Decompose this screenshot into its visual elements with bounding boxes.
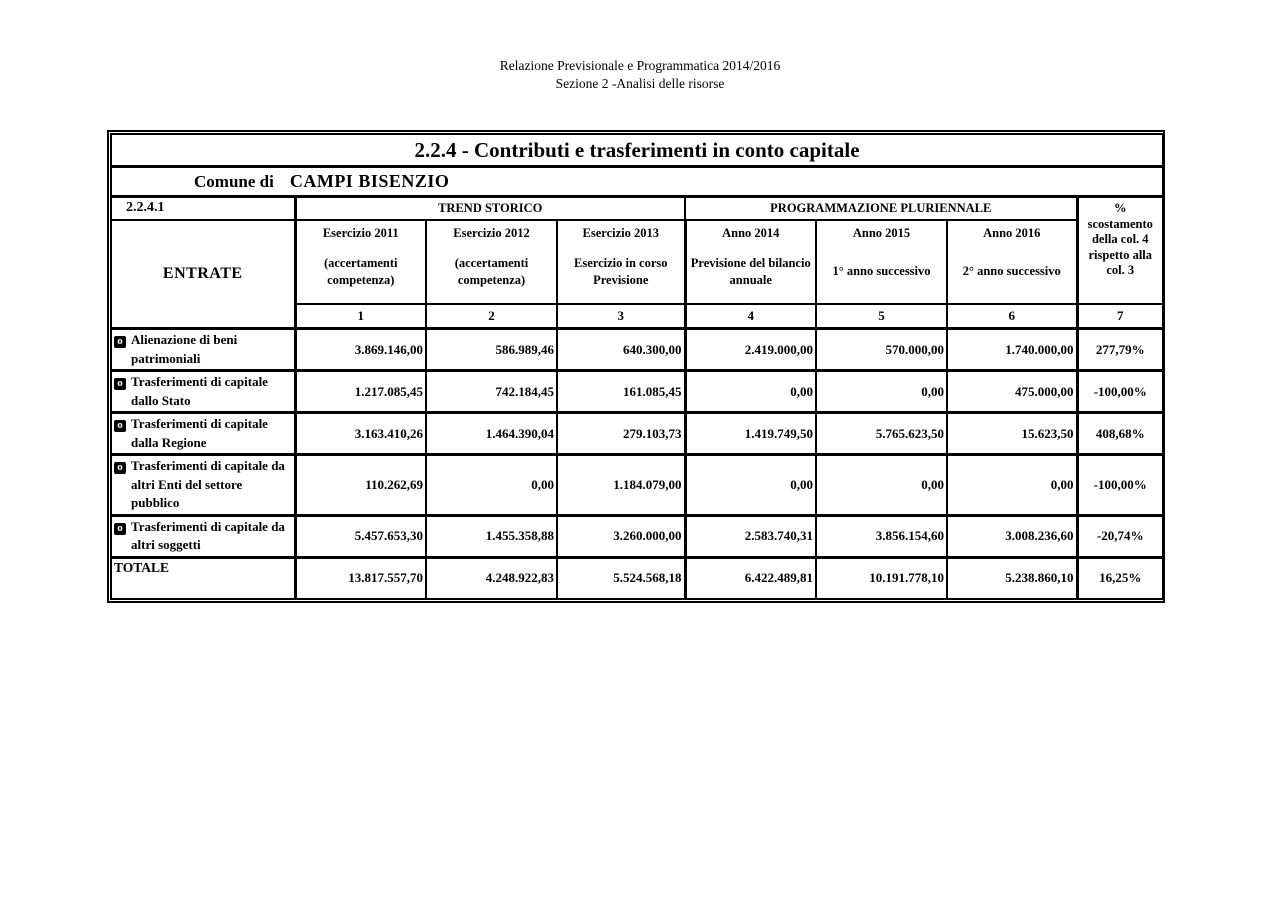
- total-label: TOTALE: [111, 557, 295, 599]
- cell-value: 3.856.154,60: [816, 515, 947, 557]
- cell-value: 15.623,50: [947, 413, 1077, 455]
- cell-value: 570.000,00: [816, 329, 947, 371]
- bullet-icon: o: [114, 462, 126, 474]
- row-label: Trasferimenti di capitale da altri soggetti: [131, 518, 285, 552]
- cell-value: 5.765.623,50: [816, 413, 947, 455]
- cell-value: 2.583.740,31: [685, 515, 816, 557]
- document-title-line1: Relazione Previsionale e Programmatica 2014/2016: [499, 58, 781, 73]
- table-row-trasferimenti-enti: [111, 455, 1163, 516]
- col-header-anno-2015: Anno 2015 1° anno successivo: [816, 220, 947, 304]
- budget-table-container: [107, 130, 1165, 603]
- cell-value: 110.262,69: [295, 455, 426, 516]
- bullet-icon: o: [114, 420, 126, 432]
- bullet-icon: o: [114, 336, 126, 348]
- col-header-anno-2014: Anno 2014 Previsione del bilancio annuale: [685, 220, 816, 304]
- comune-cell: [111, 167, 1163, 197]
- pct-header-line: col. 3: [1106, 263, 1135, 277]
- section-code: 2.2.4.1: [111, 197, 295, 220]
- pct-symbol: %: [1114, 201, 1127, 215]
- cell-pct: -20,74%: [1077, 515, 1163, 557]
- cell-pct: 408,68%: [1077, 413, 1163, 455]
- cell-value: 13.817.557,70: [295, 557, 426, 599]
- entrate-header: ENTRATE: [111, 220, 295, 329]
- pct-column-header: [1077, 197, 1163, 304]
- col-header-anno-2016: Anno 2016 2° anno successivo: [947, 220, 1077, 304]
- cell-pct: -100,00%: [1077, 455, 1163, 516]
- cell-value: 1.217.085,45: [295, 371, 426, 413]
- cell-pct: 277,79%: [1077, 329, 1163, 371]
- cell-value: 0,00: [947, 455, 1077, 516]
- section-header-row: [111, 197, 1163, 220]
- cell-value: 475.000,00: [947, 371, 1077, 413]
- group-header-programmazione: PROGRAMMAZIONE PLURIENNALE: [685, 197, 1077, 220]
- group-header-trend-storico: TREND STORICO: [295, 197, 685, 220]
- document-title-line2: Sezione 2 -Analisi delle risorse: [555, 75, 725, 91]
- document-header: [0, 57, 1280, 92]
- cell-value: 640.300,00: [557, 329, 685, 371]
- table-title-row: [111, 134, 1163, 167]
- col-number: 3: [557, 304, 685, 329]
- cell-value: 0,00: [685, 371, 816, 413]
- col-number: 4: [685, 304, 816, 329]
- col-header-esercizio-2012: Esercizio 2012 (accertamenti competenza): [426, 220, 557, 304]
- cell-value: 161.085,45: [557, 371, 685, 413]
- cell-value: 6.422.489,81: [685, 557, 816, 599]
- cell-value: 279.103,73: [557, 413, 685, 455]
- cell-value: 1.455.358,88: [426, 515, 557, 557]
- row-label: Trasferimenti di capitale dallo Stato: [131, 374, 268, 408]
- cell-value: 5.524.568,18: [557, 557, 685, 599]
- cell-value: 1.740.000,00: [947, 329, 1077, 371]
- table-title: 2.2.4 - Contributi e trasferimenti in conto capitale: [111, 134, 1163, 167]
- comune-value: CAMPI BISENZIO: [289, 171, 450, 191]
- cell-value: 3.260.000,00: [557, 515, 685, 557]
- col-header-esercizio-2011: Esercizio 2011 (accertamenti competenza): [295, 220, 426, 304]
- col-number: 7: [1077, 304, 1163, 329]
- row-label: Trasferimenti di capitale dalla Regione: [131, 416, 268, 450]
- cell-value: 586.989,46: [426, 329, 557, 371]
- cell-value: 0,00: [816, 455, 947, 516]
- comune-label: Comune di: [194, 172, 274, 191]
- table-row-totale: [111, 557, 1163, 599]
- budget-table: [110, 133, 1164, 600]
- table-row-trasferimenti-stato: [111, 371, 1163, 413]
- cell-value: 2.419.000,00: [685, 329, 816, 371]
- col-number: 6: [947, 304, 1077, 329]
- row-label: Alienazione di beni patrimoniali: [131, 332, 238, 366]
- table-row-alienazione-beni: [111, 329, 1163, 371]
- cell-pct: 16,25%: [1077, 557, 1163, 599]
- cell-value: 0,00: [685, 455, 816, 516]
- comune-row: [111, 167, 1163, 197]
- row-label: Trasferimenti di capitale da altri Enti del settore pubblico: [131, 458, 285, 510]
- cell-value: 4.248.922,83: [426, 557, 557, 599]
- pct-header-line: rispetto alla: [1088, 247, 1153, 262]
- cell-value: 0,00: [426, 455, 557, 516]
- table-row-trasferimenti-soggetti: [111, 515, 1163, 557]
- column-header-row: [111, 220, 1163, 304]
- pct-header-line: scostamento: [1087, 216, 1153, 231]
- col-header-esercizio-2013: Esercizio 2013 Esercizio in corso Previsione: [557, 220, 685, 304]
- col-number: 1: [295, 304, 426, 329]
- col-number: 2: [426, 304, 557, 329]
- cell-value: 1.184.079,00: [557, 455, 685, 516]
- table-row-trasferimenti-regione: [111, 413, 1163, 455]
- cell-value: 3.008.236,60: [947, 515, 1077, 557]
- cell-pct: -100,00%: [1077, 371, 1163, 413]
- cell-value: 742.184,45: [426, 371, 557, 413]
- cell-value: 10.191.778,10: [816, 557, 947, 599]
- cell-value: 1.419.749,50: [685, 413, 816, 455]
- cell-value: 3.163.410,26: [295, 413, 426, 455]
- col-number: 5: [816, 304, 947, 329]
- cell-value: 5.457.653,30: [295, 515, 426, 557]
- cell-value: 0,00: [816, 371, 947, 413]
- cell-value: 1.464.390,04: [426, 413, 557, 455]
- cell-value: 5.238.860,10: [947, 557, 1077, 599]
- bullet-icon: o: [114, 523, 126, 535]
- cell-value: 3.869.146,00: [295, 329, 426, 371]
- pct-header-line: della col. 4: [1091, 232, 1149, 246]
- bullet-icon: o: [114, 378, 126, 390]
